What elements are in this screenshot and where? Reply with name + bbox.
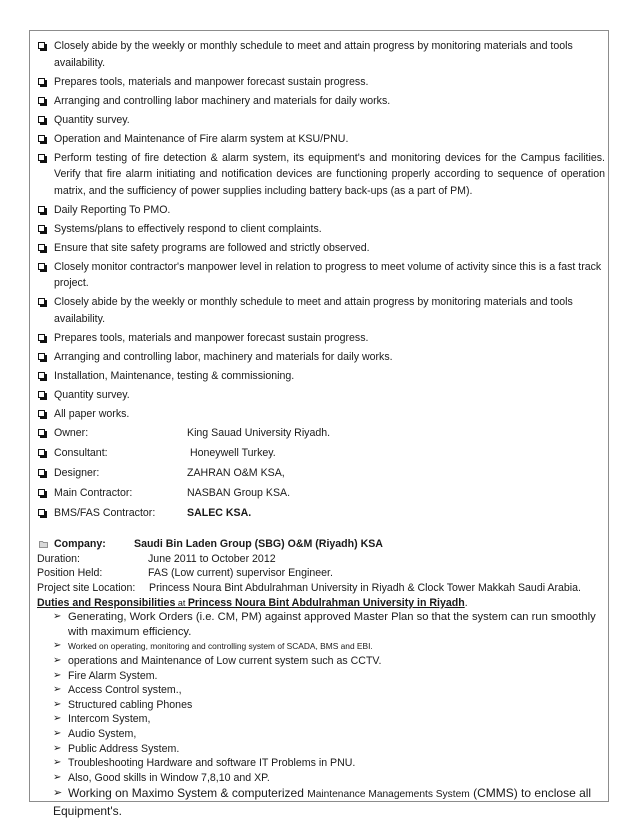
checkbox-bullet-icon [38,206,45,213]
maximo-tail: Equipment's. [53,804,122,819]
duties-heading: Duties and Responsibilities at Princess Noura Bint Abdulrahman University in Riyadh. [37,596,468,609]
list-item: Perform testing of fire detection & alarm system, its equipment's and monitoring devices for the Campus facilities. Verify that fire alarm initiating and notification devices are functioning properly according to sequence of operation matrix, and the sufficiency of power supplies including battery back-ups (as a part of PM). [37,150,605,200]
checkbox-bullet-icon [38,298,45,305]
checkbox-bullet-icon [38,244,45,251]
list-item: ➢ operations and Maintenance of Low current system such as CCTV. [53,655,382,667]
project-info-designer: Designer: ZAHRAN O&M KSA, [37,465,605,482]
checkbox-bullet-icon [38,449,45,456]
folder-icon [39,540,48,548]
project-site-row: Project site Location: Princess Noura Bint Abdulrahman University in Riyadh & Clock Tower Makkah Saudi Arabia. [37,582,581,595]
arrow-bullet-icon: ➢ [53,757,62,769]
list-item: ➢ Intercom System, [53,713,151,726]
list-item: ➢ Fire Alarm System. [53,669,158,682]
project-info-owner: Owner: King Sauad University Riyadh. [37,425,605,442]
position-row: Position Held: FAS (Low current) supervisor Engineer. [37,567,333,580]
list-item: Closely abide by the weekly or monthly schedule to meet and attain progress by monitoring materials and tools availability. [37,294,605,327]
arrow-bullet-icon: ➢ [53,640,62,652]
project-info-consultant: Consultant: Honeywell Turkey. [37,445,605,462]
company-row: Company: Saudi Bin Laden Group (SBG) O&M (Riyadh) KSA [37,537,605,552]
checkbox-bullet-icon [38,429,45,436]
checkbox-bullet-icon [38,116,45,123]
arrow-bullet-icon: ➢ [53,742,62,754]
arrow-bullet-icon: ➢ [53,611,62,623]
arrow-bullet-icon: ➢ [53,669,62,681]
experience-block [37,537,605,819]
arrow-bullet-icon: ➢ [53,787,63,800]
duration-row: Duration: June 2011 to October 2012 [37,552,276,565]
list-item: Quantity survey. [37,112,605,129]
list-item: All paper works. [37,406,605,423]
arrow-bullet-icon: ➢ [53,655,62,666]
arrow-bullet-icon: ➢ [53,727,62,739]
checkbox-bullet-icon [38,135,45,142]
list-item: ➢ Also, Good skills in Window 7,8,10 and XP. [53,771,270,784]
resume-content [37,38,605,819]
arrow-bullet-icon: ➢ [53,771,62,783]
duties-list [37,610,605,803]
checkbox-bullet-icon [38,78,45,85]
list-item: ➢ Audio System, [53,727,137,740]
list-item: Systems/plans to effectively respond to client complaints. [37,221,605,238]
project-info-bms-fas-contractor: BMS/FAS Contractor: SALEC KSA. [37,505,605,522]
project-info-main-contractor: Main Contractor: NASBAN Group KSA. [37,485,605,502]
checkbox-bullet-icon [38,334,45,341]
list-item: ➢ Worked on operating, monitoring and controlling system of SCADA, BMS and EBI. [53,639,605,654]
checkbox-bullet-icon [38,391,45,398]
list-item: Daily Reporting To PMO. [37,202,605,219]
list-item: ➢ Public Address System. [53,742,180,755]
checkbox-bullet-icon [38,154,45,161]
list-item: Prepares tools, materials and manpower forecast sustain progress. [37,74,605,91]
list-item: ➢ Structured cabling Phones [53,698,193,711]
checkbox-bullet-icon [38,469,45,476]
list-item: ➢ Access Control system., [53,684,182,697]
list-item: ➢ Generating, Work Orders (i.e. CM, PM) against approved Master Plan so that the system can run smoothly with maximum efficiency. [53,611,596,638]
checkbox-bullet-icon [38,489,45,496]
list-item: Installation, Maintenance, testing & commissioning. [37,368,605,385]
checkbox-bullet-icon [38,263,45,270]
list-item: Arranging and controlling labor, machinery and materials for daily works. [37,349,605,366]
checkbox-bullet-icon [38,97,45,104]
arrow-bullet-icon: ➢ [53,713,62,725]
list-item: Closely abide by the weekly or monthly schedule to meet and attain progress by monitoring materials and tools availability. [37,38,605,71]
list-item: ➢ Troubleshooting Hardware and software IT Problems in PNU. [53,757,356,770]
checkbox-bullet-icon [38,225,45,232]
arrow-bullet-icon: ➢ [53,698,62,710]
list-item: Ensure that site safety programs are followed and strictly observed. [37,240,605,257]
arrow-bullet-icon: ➢ [53,684,62,696]
list-item: Prepares tools, materials and manpower forecast sustain progress. [37,330,605,347]
checkbox-bullet-icon [38,410,45,417]
checkbox-bullet-icon [38,509,45,516]
list-item: ➢ Working on Maximo System & computerized Maintenance Managements System (CMMS) to enclose all [53,786,592,801]
list-item: Operation and Maintenance of Fire alarm system at KSU/PNU. [37,131,605,148]
list-item: Arranging and controlling labor machinery and materials for daily works. [37,93,605,110]
checkbox-bullet-icon [38,353,45,360]
checkbox-bullet-icon [38,42,45,49]
responsibility-list [37,38,605,521]
list-item: Quantity survey. [37,387,605,404]
checkbox-bullet-icon [38,372,45,379]
list-item: Closely monitor contractor's manpower level in relation to progress to meet volume of activity since this is a fast track project. [37,259,605,292]
